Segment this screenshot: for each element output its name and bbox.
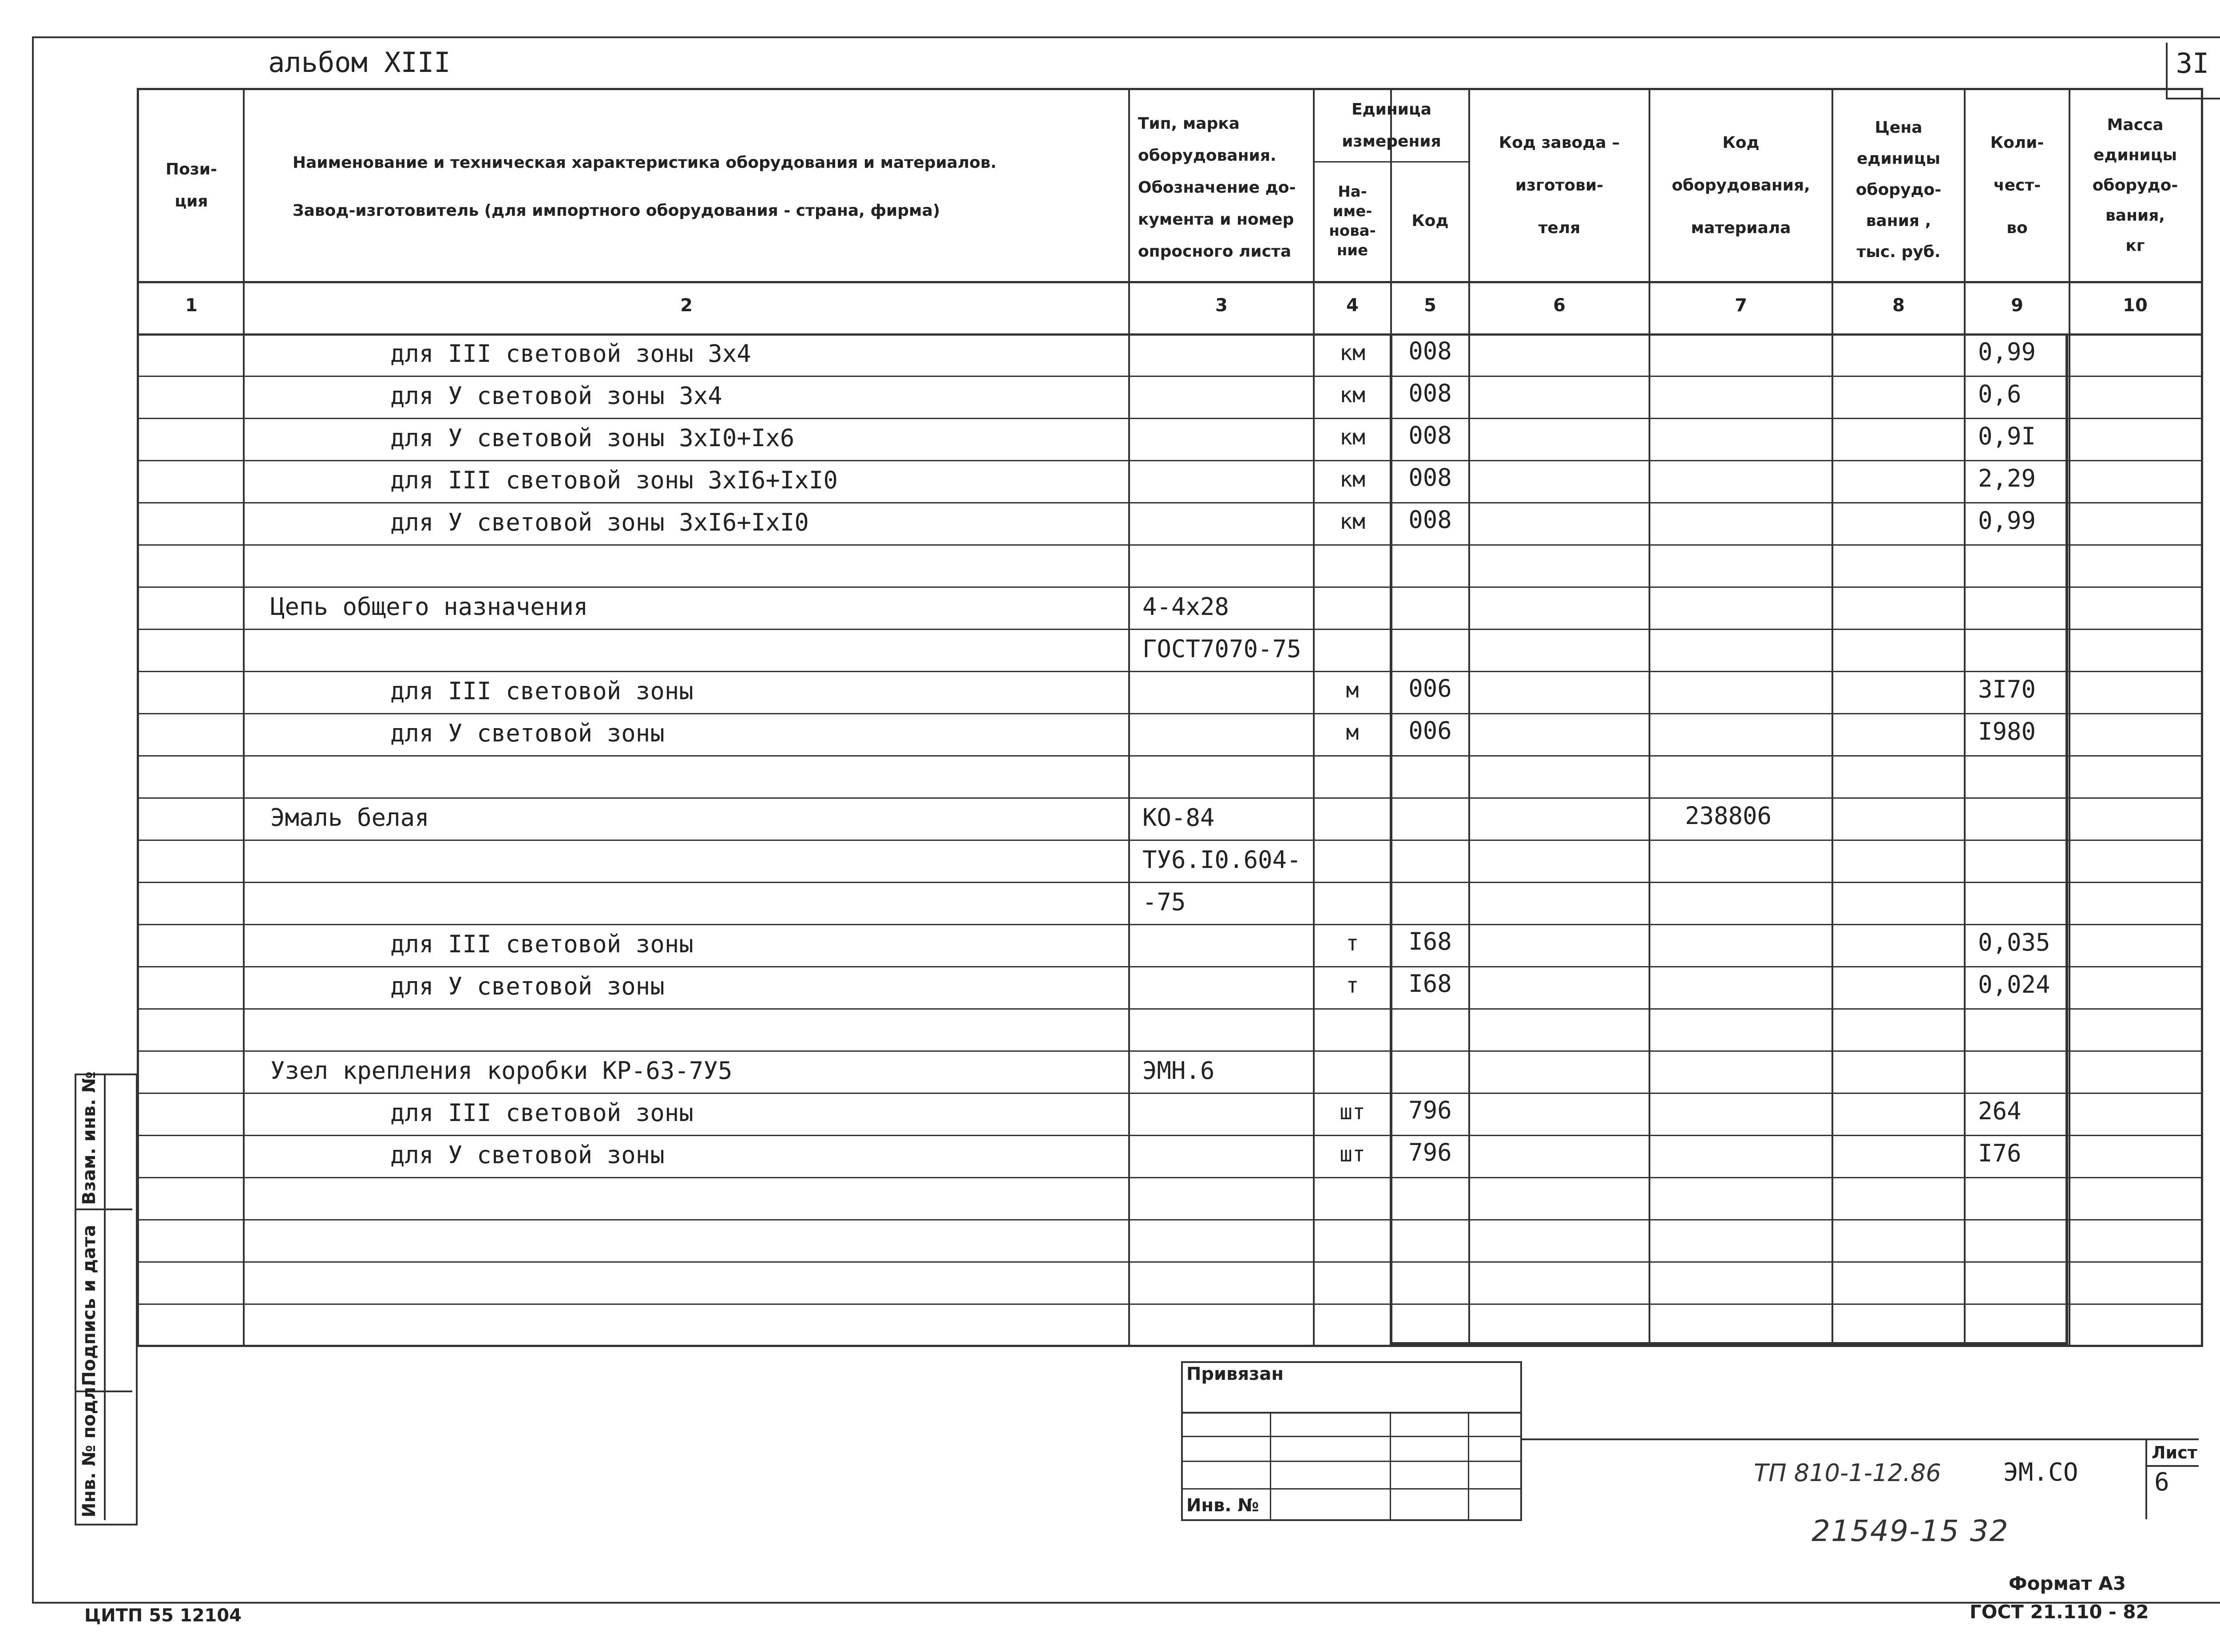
column-number: 3 [1215,295,1228,316]
unit-name: км [1340,383,1365,408]
header-divider [139,281,2201,283]
unit-code: 008 [1408,506,1452,534]
quantity: 0,99 [1978,507,2036,535]
item-type: КО-84 [1142,804,1215,832]
column-divider [1128,90,1130,1345]
price-header: Цена единицы оборудо- вания , тыс. руб. [1855,119,1942,261]
quantity: 3I70 [1978,675,2036,703]
item-name: Эмаль белая [270,804,429,832]
column-number: 1 [185,295,198,316]
unit-code: 008 [1408,337,1452,365]
quantity: 0,6 [1978,380,2022,408]
unit-name: т [1346,931,1359,956]
plant-code-header: Код завода – изготови- теля [1498,134,1620,237]
item-type: -75 [1142,888,1186,916]
item-type: 4-4х28 [1142,593,1229,621]
unit-code: I68 [1408,970,1452,998]
material-code-header: Код оборудования, материала [1672,134,1810,237]
column-number: 6 [1553,295,1566,316]
column-number: 7 [1735,295,1747,316]
unit-code: 006 [1408,674,1452,702]
unit-name-header: На- име- нова- ние [1329,183,1376,259]
item-name: для У световой зоны [390,1141,665,1169]
album-label: альбом XIII [268,46,451,79]
quantity-header: Коли- чест- во [1990,134,2044,237]
format-label: Формат А3 [2009,1573,2126,1594]
unit-code: 796 [1408,1138,1452,1166]
sheet-number: 3I [2176,47,2209,79]
highlighted-block [1390,333,2068,1345]
position-header: Пози- ция [166,160,217,210]
unit-name: км [1340,341,1365,365]
unit-name: м [1346,720,1359,745]
item-name: для III световой зоны [390,930,694,958]
document-code: ТП 810-1-12.86 [1754,1459,1941,1487]
unit-code-header: Код [1411,212,1449,230]
column-number: 10 [2123,295,2148,316]
specification-table [137,88,2203,1347]
unit-name: км [1340,467,1365,492]
type-header: Тип, марка оборудования. Обозначение до- кумента и номер опросного листа [1138,115,1296,261]
column-number: 4 [1346,295,1359,316]
unit-name: м [1346,678,1359,703]
unit-name: км [1340,425,1365,450]
unit-name: т [1346,973,1359,998]
item-name: для У световой зоны 3хI6+IхI0 [390,508,809,536]
gost-label: ГОСТ 21.110 - 82 [1970,1601,2149,1623]
unit-group-header: Единица измерения [1342,100,1441,151]
replaces-inventory-label: Взам. инв. № [79,1071,99,1205]
unit-code: I68 [1408,927,1452,955]
name-header: Наименование и техническая характеристика оборудования и материалов. Завод-изготовитель (для импортного оборудования - страна, фирма) [293,154,997,220]
quantity: 264 [1978,1097,2022,1125]
column-number: 2 [680,295,693,316]
quantity: I76 [1978,1139,2022,1167]
sheet-label: Лист [2152,1443,2197,1462]
item-name: для У световой зоны [390,972,665,1000]
approval-strip [75,1071,138,1525]
unit-name: шт [1340,1142,1365,1167]
row-divider [139,1346,2201,1347]
item-name: для III световой зоны 3х4 [390,340,751,368]
item-type: ЭМН.6 [1142,1057,1215,1085]
signature-date-label: Подпись и дата [79,1224,99,1386]
item-name: Узел крепления коробки КР-63-7У5 [270,1057,733,1085]
quantity: I980 [1978,717,2036,745]
quantity: 0,99 [1978,338,2036,366]
item-name: для III световой зоны 3хI6+IхI0 [390,466,838,494]
quantity: 2,29 [1978,464,2036,492]
linked-label: Привязан [1186,1364,1284,1384]
item-name: Цепь общего назначения [270,593,588,621]
item-name: для III световой зоны [390,1099,694,1127]
unit-code: 008 [1408,379,1452,407]
handwritten-number: 21549-15 32 [1812,1514,2009,1548]
citp-label: ЦИТП 55 12104 [84,1605,242,1626]
unit-name: км [1340,509,1365,534]
column-number: 8 [1892,295,1905,316]
item-type: ГОСТ7070-75 [1142,635,1301,663]
unit-code: 006 [1408,717,1452,745]
material-code: 238806 [1685,802,1772,830]
item-name: для У световой зоны [390,719,665,747]
unit-code: 008 [1408,421,1452,449]
sheet-value: 6 [2154,1468,2169,1497]
item-name: для У световой зоны 3х4 [390,382,722,410]
item-name: для III световой зоны [390,677,694,705]
unit-name: шт [1340,1100,1365,1125]
quantity: 0,9I [1978,422,2036,450]
column-number: 5 [1424,295,1436,316]
unit-code: 796 [1408,1096,1452,1124]
inventory-number-label: Инв. № [1186,1495,1259,1516]
column-number: 9 [2011,295,2023,316]
quantity: 0,035 [1978,928,2050,956]
mass-header: Масса единицы оборудо- вания, кг [2092,116,2178,255]
quantity: 0,024 [1978,971,2050,998]
item-type: ТУ6.I0.604- [1142,846,1301,874]
original-inventory-label: Инв. № подл. [79,1380,99,1517]
item-name: для У световой зоны 3хI0+Iх6 [390,424,795,452]
unit-code: 008 [1408,464,1452,491]
sheet-code: ЭМ.СО [2003,1458,2078,1487]
